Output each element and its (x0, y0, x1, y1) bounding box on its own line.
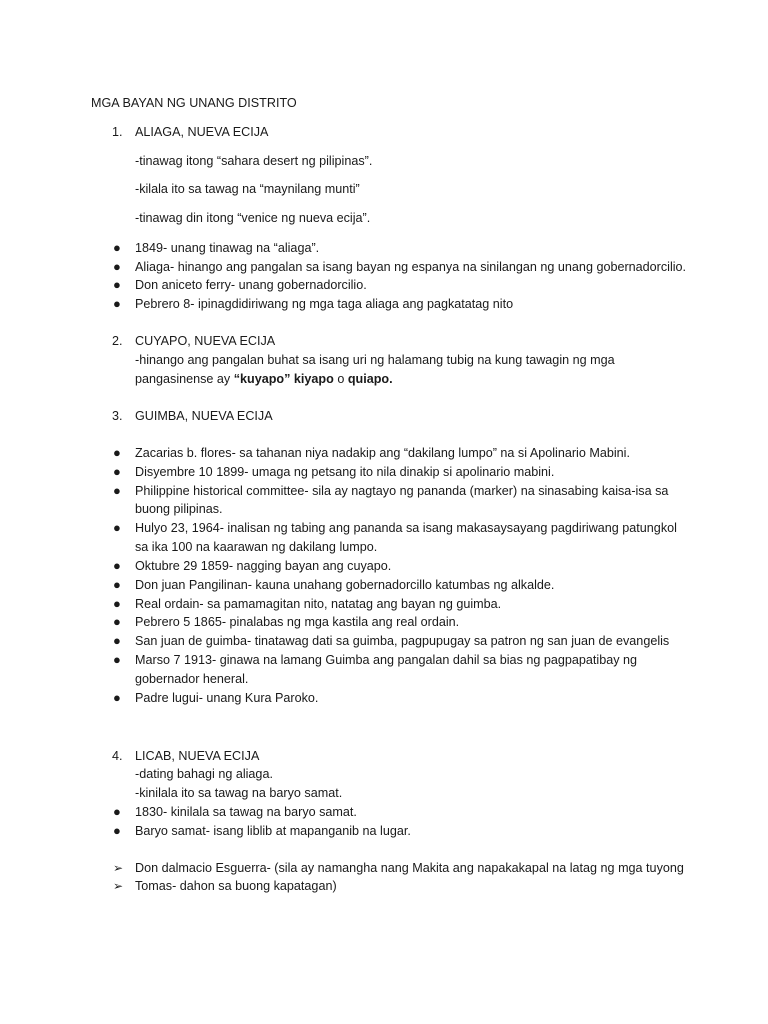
bold-term: “kuyapo” kiyapo (233, 372, 334, 386)
bullet-icon: ● (113, 259, 121, 274)
bullet-icon: ● (113, 804, 121, 819)
section-heading: LICAB, NUEVA ECIJA (135, 749, 260, 763)
list-item: Real ordain- sa pamamagitan nito, natatag ang bayan ng guimba. (135, 597, 502, 611)
list-item: 1830- kinilala sa tawag na baryo samat. (135, 805, 357, 819)
section-number: 1. (112, 125, 123, 139)
text-run: o (333, 372, 348, 386)
list-item-continuation: gobernador heneral. (135, 672, 249, 686)
list-item: Don dalmacio Esguerra- (sila ay namangha nang Makita ang napakakapal na latag ng mga tuyong (135, 861, 684, 875)
bullet-icon: ● (113, 296, 121, 311)
section-number: 3. (112, 409, 123, 423)
bullet-icon: ● (113, 277, 121, 292)
note-line: -tinawag itong “sahara desert ng pilipinas”. (135, 154, 373, 168)
arrow-bullet-icon: ➢ (113, 879, 124, 893)
list-item: Padre lugui- unang Kura Paroko. (135, 691, 319, 705)
section-number: 4. (112, 749, 123, 763)
note-line: -kilala ito sa tawag na “maynilang munti” (135, 182, 360, 196)
bullet-icon: ● (113, 483, 121, 498)
bullet-icon: ● (113, 596, 121, 611)
arrow-bullet-icon: ➢ (113, 861, 124, 875)
list-item: Tomas- dahon sa buong kapatagan) (135, 879, 337, 893)
note-line: -kinilala ito sa tawag na baryo samat. (135, 786, 343, 800)
list-item: Don aniceto ferry- unang gobernadorcilio. (135, 278, 367, 292)
list-item: Philippine historical committee- sila ay nagtayo ng pananda (marker) na sinasabing kaisa-isa sa (135, 484, 669, 498)
list-item-continuation: sa ika 100 na kaarawan ng dakilang lumpo. (135, 540, 378, 554)
section-heading: GUIMBA, NUEVA ECIJA (135, 409, 273, 423)
list-item: Pebrero 5 1865- pinalabas ng mga kastila ang real ordain. (135, 615, 460, 629)
note-line: -tinawag din itong “venice ng nueva ecija”. (135, 211, 371, 225)
note-line: -dating bahagi ng aliaga. (135, 767, 273, 781)
paragraph-line: -hinango ang pangalan buhat sa isang uri ng halamang tubig na kung tawagin ng mga (135, 353, 615, 367)
list-item: Hulyo 23, 1964- inalisan ng tabing ang pananda sa isang makasaysayang pagdiriwang patungkol (135, 521, 677, 535)
bullet-icon: ● (113, 240, 121, 255)
list-item: Zacarias b. flores- sa tahanan niya nadakip ang “dakilang lumpo” na si Apolinario Mabini. (135, 446, 630, 460)
page-title: MGA BAYAN NG UNANG DISTRITO (91, 96, 297, 110)
bullet-icon: ● (113, 823, 121, 838)
section-number: 2. (112, 334, 123, 348)
paragraph-line (135, 371, 393, 387)
list-item: 1849- unang tinawag na “aliaga”. (135, 241, 320, 255)
bullet-icon: ● (113, 690, 121, 705)
bullet-icon: ● (113, 558, 121, 573)
section-heading: CUYAPO, NUEVA ECIJA (135, 334, 276, 348)
list-item: Disyembre 10 1899- umaga ng petsang ito nila dinakip si apolinario mabini. (135, 465, 555, 479)
list-item-continuation: buong pilipinas. (135, 502, 223, 516)
list-item: Pebrero 8- ipinagdidiriwang ng mga taga aliaga ang pagkatatag nito (135, 297, 514, 311)
list-item: Baryo samat- isang liblib at mapanganib na lugar. (135, 824, 411, 838)
bullet-icon: ● (113, 464, 121, 479)
text-run: pangasinense ay (135, 372, 234, 386)
list-item: Marso 7 1913- ginawa na lamang Guimba ang pangalan dahil sa bias ng pagpapatibay ng (135, 653, 638, 667)
bullet-icon: ● (113, 652, 121, 667)
bullet-icon: ● (113, 577, 121, 592)
bullet-icon: ● (113, 445, 121, 460)
list-item: Don juan Pangilinan- kauna unahang gobernadorcillo katumbas ng alkalde. (135, 578, 555, 592)
bullet-icon: ● (113, 633, 121, 648)
bullet-icon: ● (113, 520, 121, 535)
list-item: San juan de guimba- tinatawag dati sa guimba, pagpupugay sa patron ng san juan de evangelis (135, 634, 670, 648)
list-item: Aliaga- hinango ang pangalan sa isang bayan ng espanya na sinilangan ng unang gobernadorcilio. (135, 260, 687, 274)
bold-term: quiapo. (347, 372, 393, 386)
section-heading: ALIAGA, NUEVA ECIJA (135, 125, 269, 139)
bullet-icon: ● (113, 614, 121, 629)
list-item: Oktubre 29 1859- nagging bayan ang cuyapo. (135, 559, 392, 573)
